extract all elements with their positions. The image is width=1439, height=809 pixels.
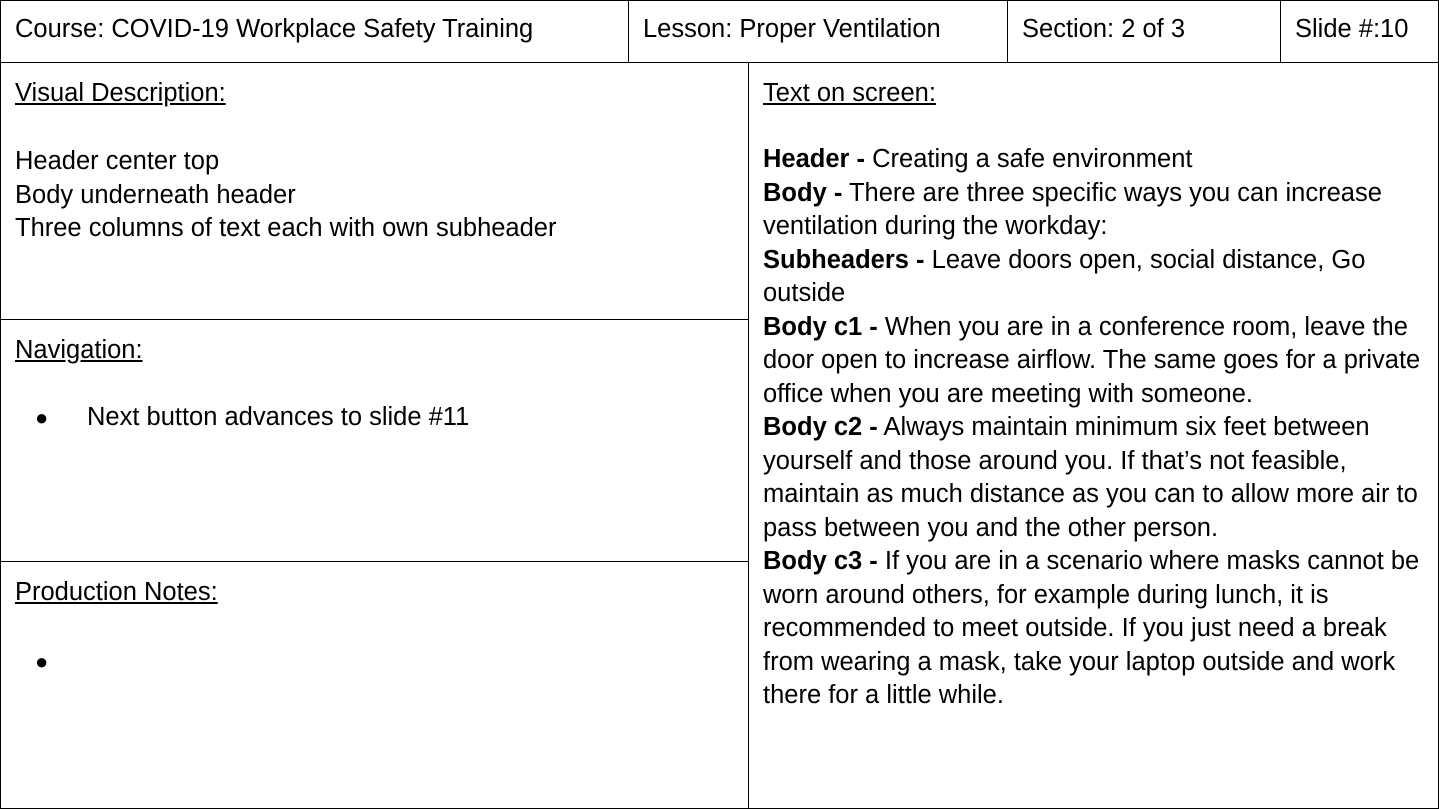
entry-text: There are three specific ways you can increase ventilation during the workday: [763, 178, 1382, 240]
navigation-cell [0, 319, 750, 563]
entry-text: Creating a safe environment [865, 145, 1193, 173]
screen-entry-body [763, 177, 1431, 244]
visual-description-title: Visual Description: [15, 79, 226, 107]
bullet-icon: ● [35, 649, 49, 674]
screen-entry-header [763, 143, 1431, 177]
lesson-label: Lesson: Proper Ventilation [643, 15, 941, 43]
production-notes-title: Production Notes: [15, 578, 218, 606]
section-cell [1007, 0, 1282, 64]
screen-entry-subheaders [763, 244, 1431, 311]
bullet-icon: ● [35, 405, 49, 430]
entry-label: Header - [763, 145, 866, 173]
entry-label: Body c3 - [763, 547, 878, 575]
entry-text: If you are in a scenario where masks cannot be worn around others, for example during lunch, it is recommended to meet outside. If you just need a break from wearing a mask, take your laptop outside and work there for a little while. [763, 547, 1420, 709]
course-label: Course: COVID-19 Workplace Safety Training [15, 15, 534, 43]
visual-description-line: Body underneath header [15, 180, 296, 209]
entry-text: Leave doors open, social distance, Go outside [763, 245, 1366, 307]
navigation-bullet-text: Next button advances to slide #11 [87, 403, 470, 431]
visual-description-line: Three columns of text each with own subheader [15, 214, 557, 242]
text-on-screen-title: Text on screen: [763, 79, 936, 107]
navigation-title: Navigation: [15, 336, 143, 364]
text-on-screen-cell [748, 62, 1439, 809]
slide-cell [1280, 0, 1439, 64]
visual-description-lines [15, 145, 556, 246]
entry-label: Body c2 - [763, 413, 878, 441]
screen-entry-body-c3 [763, 545, 1431, 713]
production-notes-cell [0, 561, 750, 809]
navigation-bullet [35, 401, 469, 435]
entry-text: Always maintain minimum six feet between yourself and those around you. If that’s not feasible, maintain as much distance as you can to allow more air to pass between you and the other person. [763, 413, 1418, 542]
visual-description-line: Header center top [15, 147, 220, 175]
entry-text: When you are in a conference room, leave the door open to increase airflow. The same goes for a private office when you are meeting with someone. [763, 312, 1421, 408]
entry-label: Subheaders - [763, 245, 925, 274]
lesson-cell [628, 0, 1009, 64]
section-label: Section: 2 of 3 [1022, 15, 1186, 43]
course-cell [0, 0, 630, 64]
text-on-screen-body [763, 143, 1431, 713]
slide-label: Slide #:10 [1295, 15, 1409, 43]
entry-label: Body - [763, 178, 843, 207]
production-notes-bullet [35, 645, 87, 679]
screen-entry-body-c1 [763, 311, 1431, 412]
visual-description-cell [0, 62, 750, 321]
entry-label: Body c1 - [763, 312, 878, 341]
screen-entry-body-c2 [763, 411, 1431, 545]
